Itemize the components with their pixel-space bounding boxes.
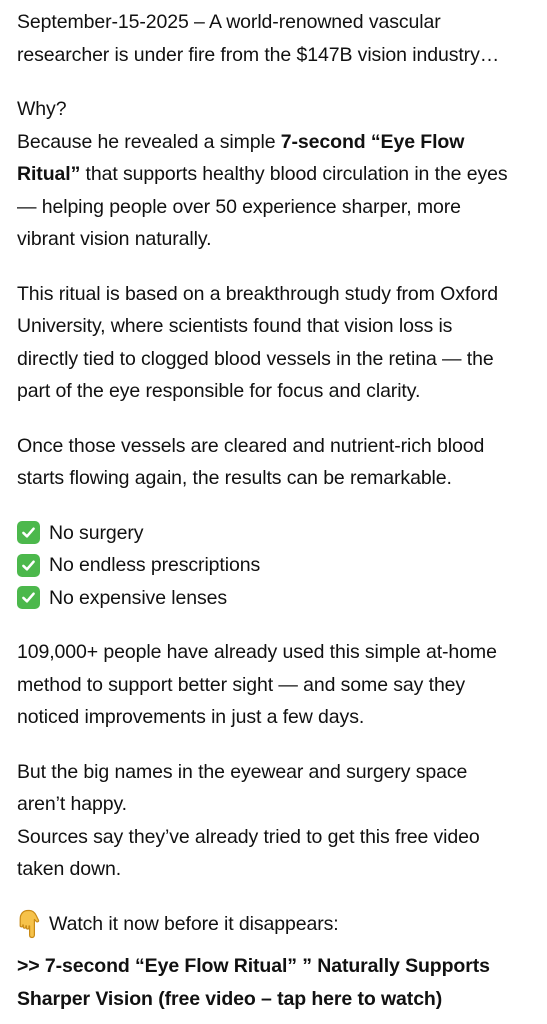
social-proof-paragraph [17, 636, 541, 734]
cta-line-2: Sharper Vision (free video – tap here to watch) [17, 987, 443, 1010]
checklist-item [17, 517, 541, 550]
free-video-cta-link[interactable] [17, 950, 541, 1015]
why-paragraph [17, 93, 541, 256]
study-paragraph [17, 278, 541, 408]
study-line-1: This ritual is based on a breakthrough study from Oxford [17, 282, 499, 305]
why-line-3: — helping people over 50 experience sharper, more [17, 195, 461, 218]
vessels-line-2: starts flowing again, the results can be remarkable. [17, 467, 452, 489]
checklist-item-label: No surgery [49, 521, 144, 544]
vessels-line-1: Once those vessels are cleared and nutrient-rich blood [17, 434, 485, 457]
cta-line-1: >> 7-second “Eye Flow Ritual” ” Naturally Supports [17, 955, 490, 977]
study-line-3: directly tied to clogged blood vessels in the retina — the [17, 347, 494, 370]
social-proof-line-1: 109,000+ people have already used this simple at-home [17, 641, 497, 663]
checklist-item-label: No expensive lenses [49, 586, 228, 609]
ritual-name-bold: 7-second “Eye Flow [280, 130, 465, 153]
why-line-2 [17, 158, 541, 191]
checklist-item [17, 549, 541, 582]
why-line-4: vibrant vision naturally. [17, 228, 212, 250]
pointing-down-hand-icon [17, 909, 41, 939]
why-question: Why? [17, 98, 67, 120]
checklist-item [17, 582, 541, 615]
watch-text: Watch it now before it disappears: [49, 912, 339, 935]
watch-line [17, 908, 541, 941]
intro-paragraph [17, 6, 541, 71]
study-line-2: University, where scientists found that vision loss is [17, 315, 453, 337]
social-proof-line-3: noticed improvements in just a few days. [17, 706, 365, 728]
study-line-4: part of the eye responsible for focus and clarity. [17, 380, 421, 402]
check-mark-icon [17, 586, 40, 609]
check-mark-icon [17, 554, 40, 577]
checklist-item-label: No endless prescriptions [49, 554, 261, 576]
benefits-checklist [17, 517, 541, 615]
opposition-line-1: But the big names in the eyewear and surgery space [17, 760, 468, 783]
intro-line-1: September-15-2025 – A world-renowned vascular [17, 11, 441, 33]
opposition-line-4: taken down. [17, 858, 122, 880]
social-proof-line-2: method to support better sight — and some say they [17, 673, 466, 696]
watch-paragraph [17, 908, 541, 941]
why-line-1 [17, 126, 541, 159]
ritual-name-bold-continued: Ritual” [17, 163, 81, 185]
vessels-paragraph [17, 430, 541, 495]
check-mark-icon [17, 521, 40, 544]
why-line-1-prefix: Because he revealed a simple [17, 130, 281, 153]
intro-line-2: researcher is under fire from the $147B vision industry… [17, 43, 500, 66]
opposition-paragraph [17, 756, 541, 886]
opposition-line-3: Sources say they’ve already tried to get this free video [17, 825, 480, 848]
why-line-2-rest: that supports healthy blood circulation in the eyes [80, 163, 508, 185]
opposition-line-2: aren’t happy. [17, 793, 127, 815]
